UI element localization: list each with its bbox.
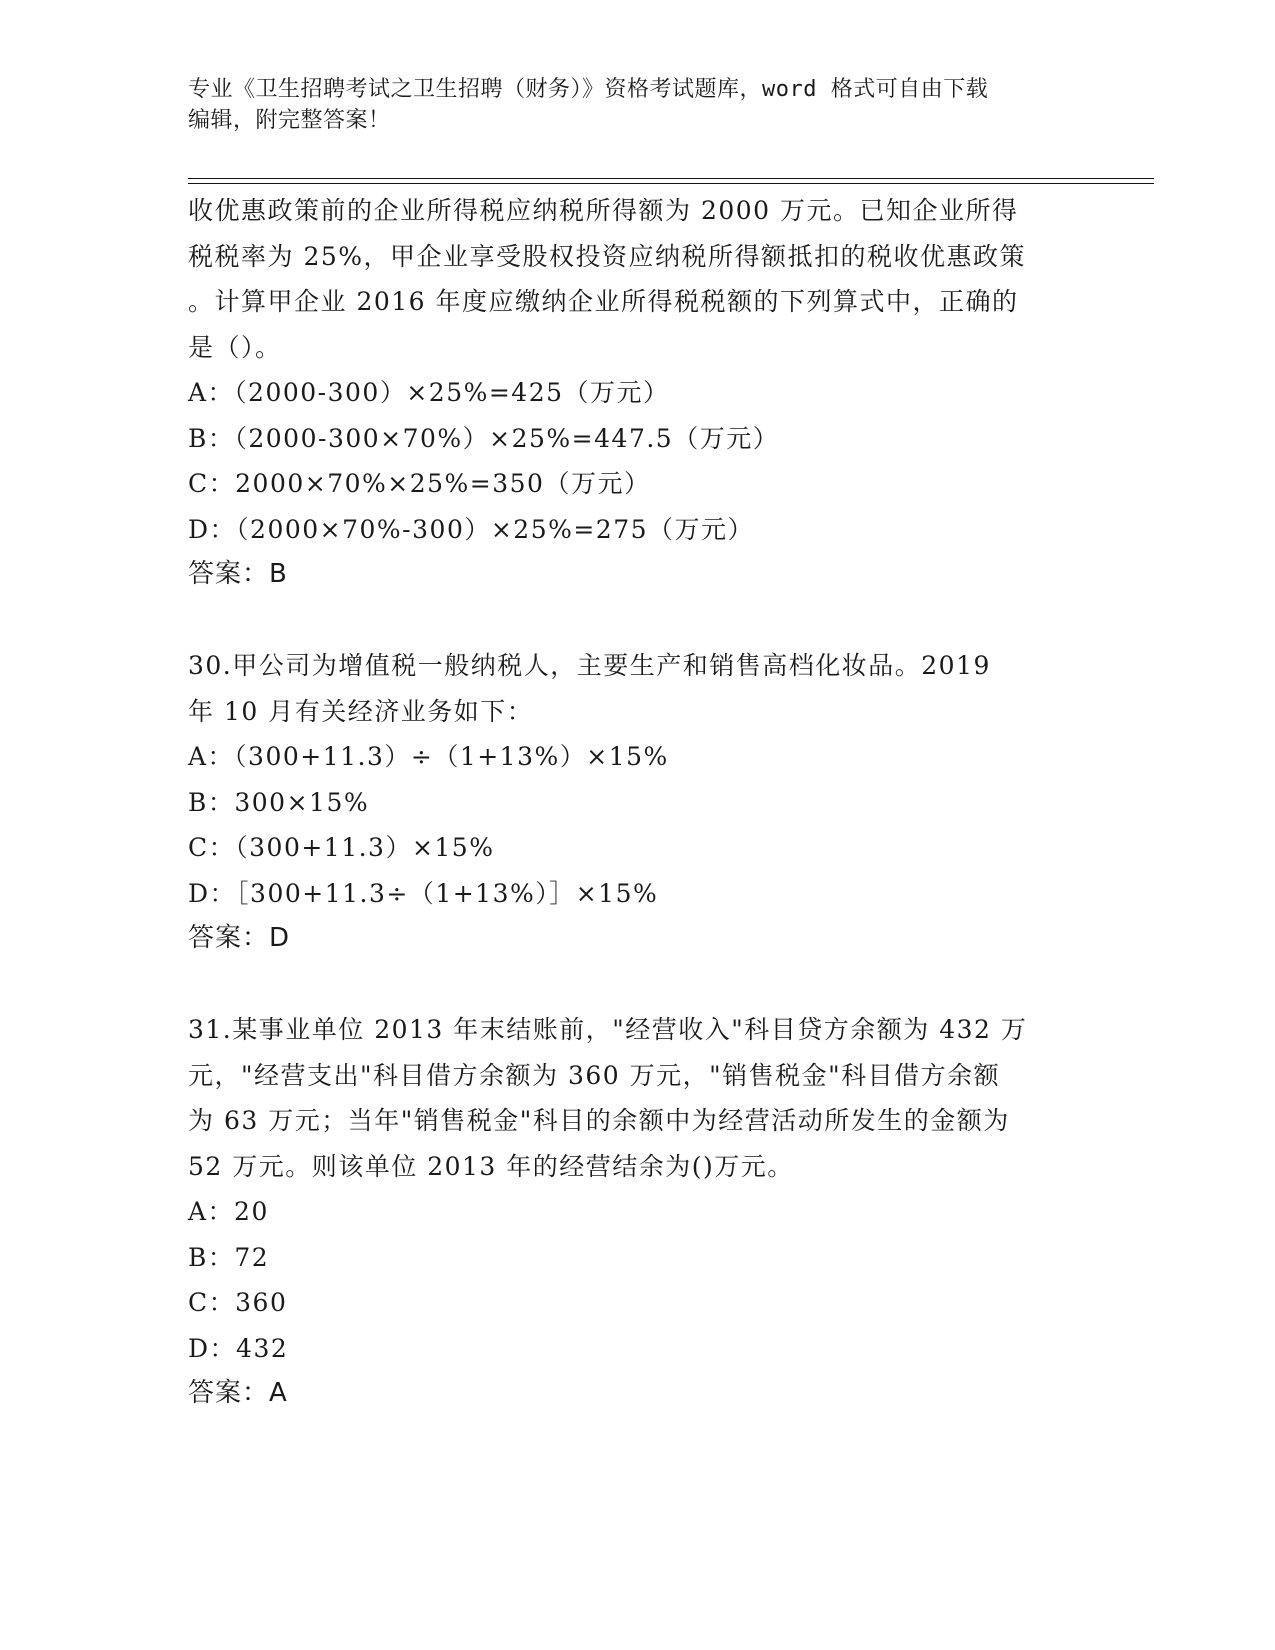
option-a: A：（300+11.3）÷（1+13%）×15% [188, 742, 669, 771]
option-b: B：300×15% [188, 787, 370, 817]
header-divider-bottom [188, 183, 1154, 184]
question-30 [188, 643, 1088, 962]
question-stem-line: 税税率为 25%，甲企业享受股权投资应纳税所得额抵扣的税收优惠政策 [188, 241, 1027, 271]
question-list [188, 188, 1088, 1417]
question-spacer [188, 598, 1088, 644]
option-d: D：［300+11.3÷（1+13%）］×15% [188, 878, 659, 908]
question-stem-line: 。计算甲企业 2016 年度应缴纳企业所得税税额的下列算式中，正确的 [188, 287, 1019, 316]
option-c: C：2000×70%×25%=350（万元） [188, 469, 651, 498]
answer-line: 答案：B [188, 559, 288, 589]
question-stem-line: 元，"经营支出"科目借方余额为 360 万元，"销售税金"科目借方余额 [188, 1060, 1001, 1090]
header-line-2: 编辑，附完整答案！ [188, 108, 391, 133]
answer-line: 答案：D [188, 923, 291, 953]
question-stem-line: 为 63 万元；当年"销售税金"科目的余额中为经营活动所发生的金额为 [188, 1106, 1010, 1135]
question-31 [188, 1007, 1088, 1417]
option-d: D：432 [188, 1333, 289, 1363]
option-c: C：360 [188, 1288, 288, 1317]
option-d: D：（2000×70%-300）×25%=275（万元） [188, 514, 755, 544]
question-stem-line: 是（）。 [188, 332, 282, 362]
question-stem-line: 31.某事业单位 2013 年末结账前，"经营收入"科目贷方余额为 432 万 [188, 1015, 1028, 1044]
answer-line: 答案：A [188, 1378, 288, 1408]
question-stem-line: 年 10 月有关经济业务如下： [188, 696, 534, 726]
option-b: B：72 [188, 1242, 270, 1272]
question-stem-line: 收优惠政策前的企业所得税应纳税所得额为 2000 万元。已知企业所得 [188, 196, 1019, 225]
option-a: A：（2000-300）×25%=425（万元） [188, 378, 670, 407]
question-stem-line: 52 万元。则该单位 2013 年的经营结余为()万元。 [188, 1151, 794, 1181]
question-spacer [188, 962, 1088, 1008]
option-c: C：（300+11.3）×15% [188, 833, 495, 862]
header-line-1: 专业《卫生招聘考试之卫生招聘（财务）》资格考试题库，word 格式可自由下载 [188, 77, 989, 102]
document-header [188, 74, 1088, 136]
question-29 [188, 188, 1088, 598]
question-stem-line: 30.甲公司为增值税一般纳税人，主要生产和销售高档化妆品。2019 [188, 651, 991, 680]
option-a: A：20 [188, 1197, 269, 1226]
header-divider-top [188, 178, 1154, 179]
option-b: B：（2000-300×70%）×25%=447.5（万元） [188, 423, 780, 453]
